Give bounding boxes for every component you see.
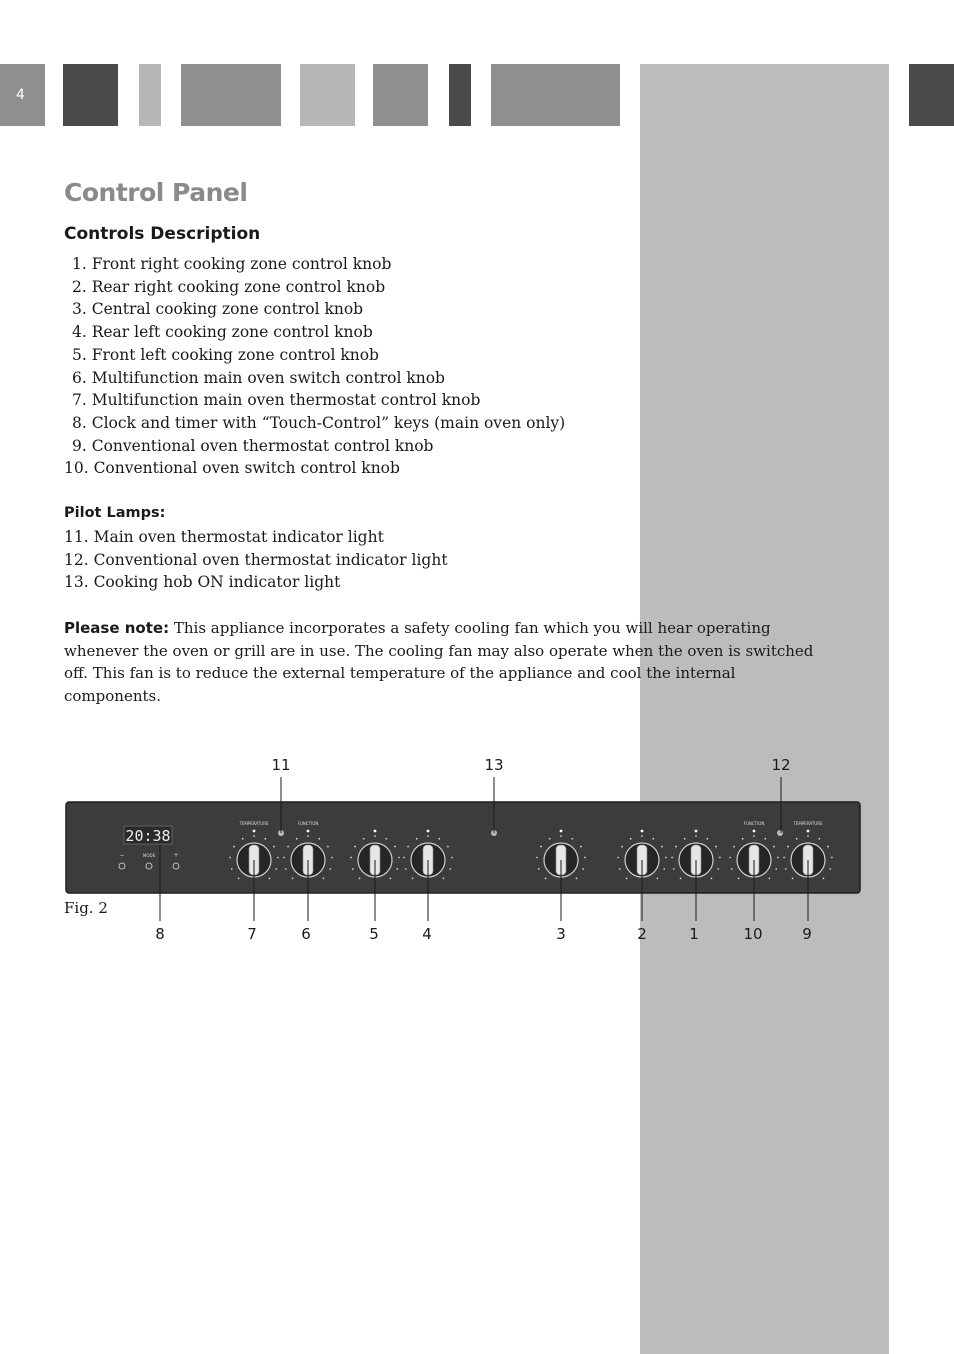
sidebar-gray-column xyxy=(640,64,889,1354)
knob-tick xyxy=(792,877,794,879)
callout-number: 3 xyxy=(556,925,566,943)
knob-tick xyxy=(652,838,654,840)
knob-tick xyxy=(352,868,354,870)
knob-tick xyxy=(396,868,398,870)
page-title: Control Panel xyxy=(64,178,248,207)
section-heading: Controls Description xyxy=(64,224,261,244)
callout-number: 4 xyxy=(422,925,432,943)
knob-tick xyxy=(733,846,735,848)
knob-tick xyxy=(275,868,277,870)
knob-tick xyxy=(742,838,744,840)
knob-tick xyxy=(731,868,733,870)
knob-tick xyxy=(823,877,825,879)
knob-tick xyxy=(719,857,721,859)
knob-tick xyxy=(665,857,667,859)
knob-tick xyxy=(807,835,809,837)
knob-tick xyxy=(277,857,279,859)
list-item: 3. Central cooking zone control knob xyxy=(72,300,364,319)
knob-tick xyxy=(287,846,289,848)
knob-tick xyxy=(695,835,697,837)
knob-tick xyxy=(769,877,771,879)
knob-tick xyxy=(626,877,628,879)
list-item: 11. Main oven thermostat indicator light xyxy=(64,528,384,546)
clock-time: 20:38 xyxy=(125,827,171,845)
knob-tick xyxy=(540,846,542,848)
knob-tick xyxy=(571,838,573,840)
knob-tick xyxy=(438,838,440,840)
knob-tick xyxy=(307,835,309,837)
knob-tick xyxy=(394,846,396,848)
knob-tick xyxy=(630,838,632,840)
knob-tick xyxy=(238,877,240,879)
knob-tick xyxy=(390,877,392,879)
header-band-8 xyxy=(909,64,954,126)
knob-tick xyxy=(536,857,538,859)
knob-tick xyxy=(231,868,233,870)
knob-tick xyxy=(331,857,333,859)
list-item: 13. Cooking hob ON indicator light xyxy=(64,573,341,592)
knob-tick xyxy=(451,857,453,859)
knob-tick xyxy=(292,877,294,879)
list-item: 1. Front right cooking zone control knob xyxy=(72,255,392,273)
callout-number: 8 xyxy=(155,925,165,943)
knob-tick xyxy=(233,846,235,848)
knob-tick xyxy=(661,846,663,848)
knob-zero-marker xyxy=(374,830,377,833)
callout-number: 11 xyxy=(271,756,291,774)
list-item: 6. Multifunction main oven switch control knob xyxy=(72,368,445,387)
knob-tick xyxy=(318,838,320,840)
knob-tick xyxy=(684,838,686,840)
knob-tick xyxy=(359,877,361,879)
knob-zero-marker xyxy=(753,830,756,833)
knob-tick xyxy=(350,857,352,859)
knob-tick xyxy=(412,877,414,879)
knob-tick xyxy=(405,868,407,870)
list-item: 12. Conventional oven thermostat indicator light xyxy=(64,550,448,569)
pilot-lamps-list xyxy=(64,526,448,594)
knob-zero-marker xyxy=(427,830,430,833)
knob-tick xyxy=(619,868,621,870)
knob-tick xyxy=(264,838,266,840)
page-number: 4 xyxy=(0,64,45,126)
knob-tick xyxy=(738,877,740,879)
list-item: 7. Multifunction main oven thermostat control knob xyxy=(72,391,481,410)
knob-tick xyxy=(545,877,547,879)
please-note-paragraph xyxy=(64,617,834,707)
knob-tick xyxy=(785,868,787,870)
knob-tick xyxy=(829,868,831,870)
knob-tick xyxy=(671,857,673,859)
knob-tick xyxy=(403,857,405,859)
knob-tick xyxy=(657,877,659,879)
clock-plus-label: + xyxy=(173,852,179,859)
knob-zero-marker xyxy=(560,830,563,833)
indicator-light-conventional-oven xyxy=(777,830,783,836)
knob-tick xyxy=(242,838,244,840)
knob-zero-marker xyxy=(807,830,810,833)
knob-tick xyxy=(327,846,329,848)
knob-tick xyxy=(285,868,287,870)
callout-number: 2 xyxy=(637,925,647,943)
knob-tick xyxy=(229,857,231,859)
knob-zero-marker xyxy=(253,830,256,833)
knob-tick xyxy=(717,868,719,870)
knob-tick xyxy=(675,846,677,848)
knob-tick xyxy=(549,838,551,840)
knob-tick xyxy=(427,835,429,837)
knob-tick xyxy=(269,877,271,879)
header-band-2 xyxy=(139,64,161,126)
header-band-5 xyxy=(373,64,428,126)
header-band-3 xyxy=(181,64,281,126)
note-text: This appliance incorporates a safety cooling fan which you will hear operating whenever the oven or grill are in use. The cooling fan may also operate when the oven is switched off. This fan is to reduce the external temperature of the appliance and cool the internal components. xyxy=(64,619,814,705)
knob-tick xyxy=(283,857,285,859)
knob-tick xyxy=(296,838,298,840)
knob-tick xyxy=(621,846,623,848)
list-item: 2. Rear right cooking zone control knob xyxy=(72,277,386,296)
knob-zero-marker xyxy=(695,830,698,833)
callout-number: 6 xyxy=(301,925,311,943)
knob-tick xyxy=(363,838,365,840)
list-item: 5. Front left cooking zone control knob xyxy=(72,345,379,364)
knob-tick xyxy=(775,868,777,870)
knob-tick xyxy=(796,838,798,840)
knob-tick xyxy=(398,857,400,859)
callout-number: 9 xyxy=(802,925,812,943)
knob-tick xyxy=(560,835,562,837)
knob-tick xyxy=(580,846,582,848)
conv-temperature-label: TEMPERATURE xyxy=(793,821,823,826)
conv-function-label: FUNCTION xyxy=(743,821,765,826)
list-item: 4. Rear left cooking zone control knob xyxy=(72,323,373,342)
knob-tick xyxy=(443,877,445,879)
header-band-6 xyxy=(449,64,471,126)
callout-number: 5 xyxy=(369,925,379,943)
control-panel-body xyxy=(66,802,860,893)
knob-tick xyxy=(447,846,449,848)
knob-tick xyxy=(831,857,833,859)
callout-number: 1 xyxy=(689,925,699,943)
knob-tick xyxy=(711,877,713,879)
main-function-label: FUNCTION xyxy=(297,821,319,826)
knob-tick xyxy=(663,868,665,870)
knob-tick xyxy=(753,835,755,837)
callout-number: 7 xyxy=(247,925,257,943)
header-band-1 xyxy=(63,64,118,126)
knob-tick xyxy=(538,868,540,870)
knob-tick xyxy=(374,835,376,837)
callout-number: 12 xyxy=(771,756,791,774)
knob-tick xyxy=(449,868,451,870)
clock-mode-label: MODE xyxy=(142,853,156,858)
knob-zero-marker xyxy=(307,830,310,833)
control-panel-figure xyxy=(0,740,954,955)
knob-tick xyxy=(818,838,820,840)
pilot-lamps-heading: Pilot Lamps: xyxy=(64,505,166,521)
knob-tick xyxy=(673,868,675,870)
list-item: 9. Conventional oven thermostat control knob xyxy=(72,436,434,455)
callout-number: 13 xyxy=(484,756,504,774)
knob-tick xyxy=(584,857,586,859)
main-temperature-label: TEMPERATURE xyxy=(239,821,269,826)
knob-tick xyxy=(680,877,682,879)
knob-tick xyxy=(253,835,255,837)
knob-tick xyxy=(706,838,708,840)
knob-tick xyxy=(323,877,325,879)
knob-tick xyxy=(783,857,785,859)
knob-tick xyxy=(576,877,578,879)
controls-list xyxy=(64,253,565,480)
knob-tick xyxy=(729,857,731,859)
list-item: 10. Conventional oven switch control knob xyxy=(64,459,400,478)
knob-tick xyxy=(582,868,584,870)
knob-tick xyxy=(773,846,775,848)
header-band-7 xyxy=(491,64,620,126)
knob-tick xyxy=(617,857,619,859)
callout-number: 10 xyxy=(743,925,763,943)
knob-tick xyxy=(715,846,717,848)
clock-minus-label: − xyxy=(119,852,125,859)
knob-tick xyxy=(787,846,789,848)
knob-tick xyxy=(827,846,829,848)
knob-zero-marker xyxy=(641,830,644,833)
knob-tick xyxy=(354,846,356,848)
knob-tick xyxy=(764,838,766,840)
figure-caption: Fig. 2 xyxy=(64,899,108,917)
knob-tick xyxy=(777,857,779,859)
knob-tick xyxy=(273,846,275,848)
knob-tick xyxy=(407,846,409,848)
knob-tick xyxy=(416,838,418,840)
header-band-4 xyxy=(300,64,355,126)
list-item: 8. Clock and timer with “Touch-Control” keys (main oven only) xyxy=(72,413,566,432)
knob-tick xyxy=(385,838,387,840)
knob-tick xyxy=(641,835,643,837)
knob-tick xyxy=(329,868,331,870)
note-label: Please note: xyxy=(64,619,170,637)
